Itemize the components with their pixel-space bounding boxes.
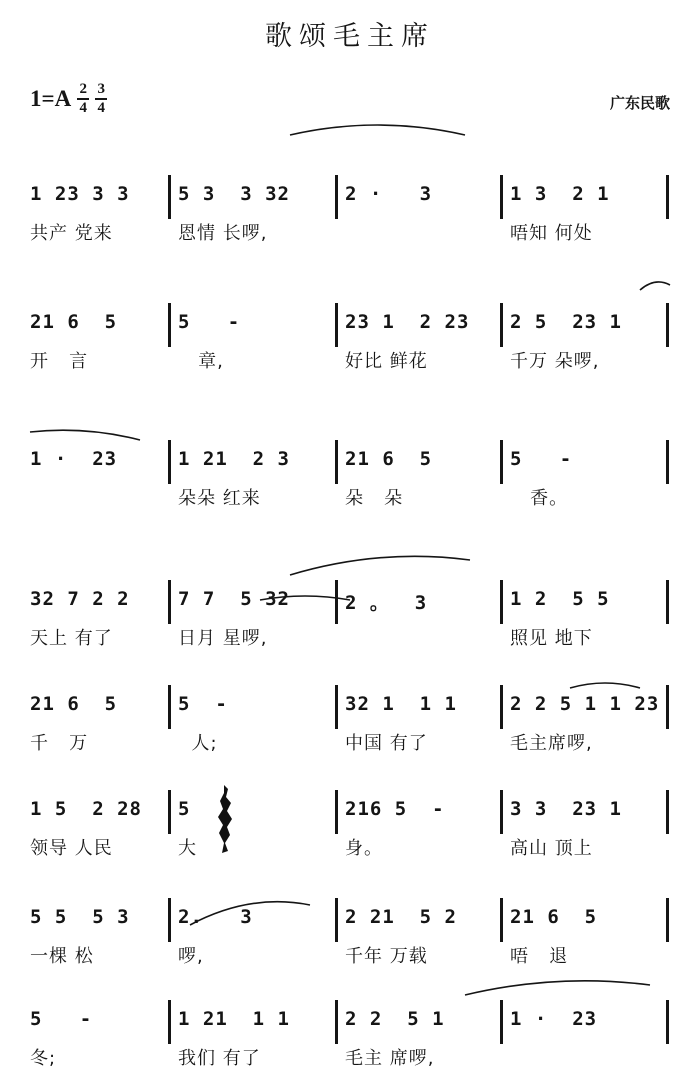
- measure-notes: 23 1 2 23: [345, 311, 470, 333]
- measure-lyrics: 领导 人民: [30, 838, 113, 859]
- measure-lyrics: 唔知 何处: [510, 223, 593, 244]
- measure-lyrics: 毛主 席啰,: [345, 1048, 435, 1069]
- measure-lyrics: 共产 党来: [30, 223, 113, 244]
- measure-lyrics: 身。: [345, 838, 383, 859]
- measure-lyrics: 高山 顶上: [510, 838, 593, 859]
- song-title: 歌颂毛主席: [265, 21, 435, 52]
- measure-notes: 2 。 3: [345, 592, 428, 614]
- measure-notes: 21 6 5: [30, 693, 118, 715]
- measure-lyrics: 天上 有了: [30, 628, 113, 649]
- measure-lyrics: 朵 朵: [345, 488, 404, 509]
- measure-notes: 5 -: [30, 1008, 93, 1030]
- measure-notes: 1 5 2 28: [30, 798, 142, 820]
- measure-lyrics: 中国 有了: [345, 733, 428, 754]
- measure-lyrics: 香。: [510, 488, 569, 509]
- measure-lyrics: 开 言: [30, 351, 89, 372]
- measure-notes: 1 21 1 1: [178, 1008, 290, 1030]
- measure-notes: 21 6 5: [30, 311, 118, 333]
- measure-notes: 2 21 5 2: [345, 906, 457, 928]
- measure-notes: 32 1 1 1: [345, 693, 457, 715]
- measure-lyrics: 唔 退: [510, 946, 569, 967]
- measure-notes: 5 5 5 3: [30, 906, 130, 928]
- measure-notes: 2 · 3: [345, 183, 433, 205]
- measure-notes: 2 2 5 1 1 23: [510, 693, 660, 715]
- measure-lyrics: 冬;: [30, 1048, 57, 1069]
- measure-notes: 1 3 2 1: [510, 183, 610, 205]
- measure-notes: 1 · 23: [30, 448, 118, 470]
- measure-lyrics: 啰,: [178, 946, 204, 967]
- measure-notes: 2. 3: [178, 906, 253, 928]
- measure-lyrics: 毛主席啰,: [510, 733, 593, 754]
- measure-notes: 1 21 2 3: [178, 448, 290, 470]
- measure-lyrics: 千万 朵啰,: [510, 351, 600, 372]
- measure-notes: 5 -: [178, 693, 228, 715]
- key-label: 1=A: [30, 85, 72, 111]
- measure-lyrics: 照见 地下: [510, 628, 593, 649]
- measure-lyrics: 一棵 松: [30, 946, 94, 967]
- measure-lyrics: 大: [178, 838, 197, 859]
- measure-lyrics: 日月 星啰,: [178, 628, 268, 649]
- meter1-top: 2: [79, 81, 87, 97]
- measure-lyrics: 我们 有了: [178, 1048, 261, 1069]
- measure-notes: 5 3 3 32: [178, 183, 290, 205]
- song-origin: 广东民歌: [609, 94, 670, 112]
- measure-notes: 216 5 -: [345, 798, 445, 820]
- measure-notes: 5 -: [510, 448, 573, 470]
- measure-notes: 2 5 23 1: [510, 311, 622, 333]
- measure-notes: 1 2 5 5: [510, 588, 610, 610]
- measure-lyrics: 千年 万载: [345, 946, 428, 967]
- measure-lyrics: 人;: [178, 733, 218, 754]
- measure-lyrics: 恩情 长啰,: [178, 223, 268, 244]
- measure-lyrics: 好比 鲜花: [345, 351, 428, 372]
- meter2-bottom: 4: [97, 99, 105, 116]
- measure-notes: 5 -: [178, 311, 241, 333]
- meter1-bottom: 4: [79, 99, 87, 116]
- measure-lyrics: 朵朵 红来: [178, 488, 261, 509]
- measure-notes: 1 23 3 3: [30, 183, 130, 205]
- measure-notes: 2 2 5 1: [345, 1008, 445, 1030]
- measure-lyrics: 千 万: [30, 733, 89, 754]
- measure-notes: 21 6 5: [510, 906, 598, 928]
- meter2-top: 3: [97, 81, 105, 97]
- measure-notes: 7 7 5 32: [178, 588, 290, 610]
- measure-notes: 21 6 5: [345, 448, 433, 470]
- measure-notes: 1 · 23: [510, 1008, 598, 1030]
- measure-notes: 32 7 2 2: [30, 588, 130, 610]
- measure-notes: 3 3 23 1: [510, 798, 622, 820]
- measure-notes: 5: [178, 798, 191, 820]
- measure-lyrics: 章,: [178, 351, 224, 372]
